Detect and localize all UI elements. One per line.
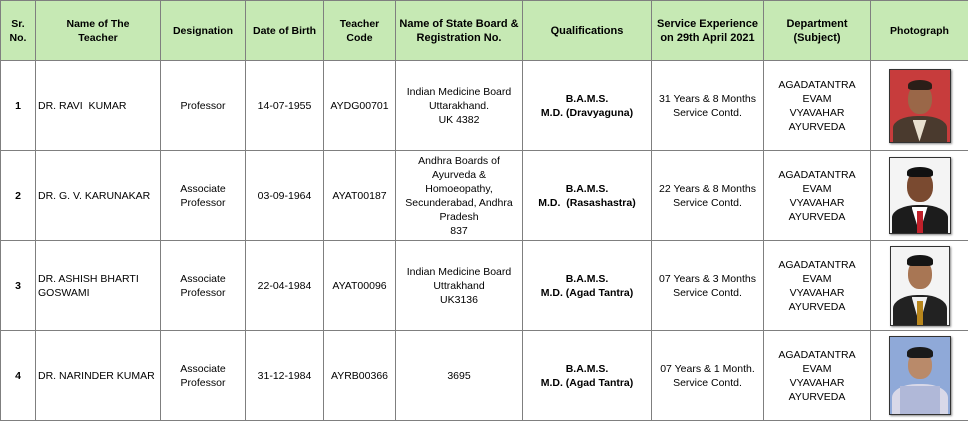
name-line1: DR. G. V. KARUNAKAR: [38, 189, 158, 203]
portrait-photo-icon: [889, 157, 951, 234]
designation-line1: Professor: [163, 99, 243, 113]
cell-teacher-code: AYRB00366: [324, 331, 396, 421]
dept-line: VYAVAHAR: [766, 376, 868, 390]
board-line: UK3136: [398, 293, 520, 307]
service-line2: Service Contd.: [654, 196, 761, 210]
cell-photograph: [871, 331, 968, 421]
dept-line: AGADATANTRA: [766, 168, 868, 182]
qualification-line2: M.D. (Agad Tantra): [525, 376, 649, 390]
header-dept-line1: Department: [766, 17, 868, 31]
cell-qualifications: [523, 331, 652, 421]
board-line: Pradesh: [398, 210, 520, 224]
header-board: [396, 1, 523, 61]
header-department: [764, 1, 871, 61]
cell-dob: 03-09-1964: [246, 151, 324, 241]
designation-line2: Professor: [163, 286, 243, 300]
qualification-line1: B.A.M.S.: [525, 182, 649, 196]
cell-designation: [161, 61, 246, 151]
dept-line: EVAM: [766, 182, 868, 196]
dept-line: VYAVAHAR: [766, 106, 868, 120]
header-service: [652, 1, 764, 61]
table-row: [1, 61, 968, 151]
header-sr-no: Sr. No.: [1, 1, 36, 61]
cell-designation: [161, 151, 246, 241]
cell-qualifications: [523, 61, 652, 151]
board-line: UK 4382: [398, 113, 520, 127]
board-line: Indian Medicine Board: [398, 85, 520, 99]
portrait-photo-icon: [890, 246, 950, 326]
qualification-line2: M.D. (Agad Tantra): [525, 286, 649, 300]
dept-line: AGADATANTRA: [766, 258, 868, 272]
designation-line2: Professor: [163, 376, 243, 390]
service-line1: 07 Years & 1 Month.: [654, 362, 761, 376]
dept-line: AGADATANTRA: [766, 348, 868, 362]
board-line: 3695: [398, 369, 520, 383]
cell-teacher-code: AYAT00096: [324, 241, 396, 331]
cell-name: [36, 241, 161, 331]
dept-line: EVAM: [766, 92, 868, 106]
qualification-line1: B.A.M.S.: [525, 92, 649, 106]
board-line: Andhra Boards of: [398, 154, 520, 168]
designation-line1: Associate: [163, 362, 243, 376]
cell-name: [36, 331, 161, 421]
board-line: 837: [398, 224, 520, 238]
service-line2: Service Contd.: [654, 106, 761, 120]
cell-designation: [161, 241, 246, 331]
cell-dob: 22-04-1984: [246, 241, 324, 331]
qualification-line2: M.D. (Dravyaguna): [525, 106, 649, 120]
service-line1: 31 Years & 8 Months: [654, 92, 761, 106]
service-line2: Service Contd.: [654, 286, 761, 300]
header-photograph: Photograph: [871, 1, 968, 61]
header-service-line1: Service Experience: [654, 17, 761, 31]
header-teacher-code: Teacher Code: [324, 1, 396, 61]
cell-sr: 1: [1, 61, 36, 151]
cell-qualifications: [523, 241, 652, 331]
header-board-line1: Name of State Board &: [398, 17, 520, 31]
cell-sr: 3: [1, 241, 36, 331]
portrait-photo-icon: [889, 336, 951, 415]
cell-department: [764, 331, 871, 421]
dept-line: EVAM: [766, 362, 868, 376]
cell-dob: 14-07-1955: [246, 61, 324, 151]
header-name: [36, 1, 161, 61]
portrait-photo-icon: [889, 69, 951, 143]
header-qualifications: Qualifications: [523, 1, 652, 61]
cell-photograph: [871, 61, 968, 151]
cell-qualifications: [523, 151, 652, 241]
cell-designation: [161, 331, 246, 421]
service-line2: Service Contd.: [654, 376, 761, 390]
name-line1: DR. ASHISH BHARTI: [38, 272, 158, 286]
qualification-line2: M.D. (Rasashastra): [525, 196, 649, 210]
dept-line: AYURVEDA: [766, 390, 868, 404]
header-service-line2: on 29th April 2021: [654, 31, 761, 45]
service-line1: 22 Years & 8 Months: [654, 182, 761, 196]
dept-line: AGADATANTRA: [766, 78, 868, 92]
service-line1: 07 Years & 3 Months: [654, 272, 761, 286]
cell-service: [652, 331, 764, 421]
dept-line: EVAM: [766, 272, 868, 286]
dept-line: VYAVAHAR: [766, 286, 868, 300]
header-designation: Designation: [161, 1, 246, 61]
dept-line: AYURVEDA: [766, 300, 868, 314]
cell-department: [764, 241, 871, 331]
cell-sr: 2: [1, 151, 36, 241]
table-row: [1, 331, 968, 421]
header-dob: Date of Birth: [246, 1, 324, 61]
cell-name: [36, 61, 161, 151]
table-row: [1, 241, 968, 331]
qualification-line1: B.A.M.S.: [525, 362, 649, 376]
cell-dob: 31-12-1984: [246, 331, 324, 421]
header-row: [1, 1, 968, 61]
cell-teacher-code: AYAT00187: [324, 151, 396, 241]
name-line1: DR. NARINDER KUMAR: [38, 369, 158, 383]
cell-board: [396, 241, 523, 331]
designation-line1: Associate: [163, 182, 243, 196]
cell-department: [764, 61, 871, 151]
cell-service: [652, 151, 764, 241]
designation-line2: Professor: [163, 196, 243, 210]
board-line: Uttarakhand.: [398, 99, 520, 113]
name-line1: DR. RAVI KUMAR: [38, 99, 158, 113]
board-line: Ayurveda &: [398, 168, 520, 182]
header-name-line2: Teacher: [38, 31, 158, 45]
board-line: Indian Medicine Board: [398, 265, 520, 279]
header-board-line2: Registration No.: [398, 31, 520, 45]
cell-service: [652, 61, 764, 151]
board-line: Secunderabad, Andhra: [398, 196, 520, 210]
cell-department: [764, 151, 871, 241]
dept-line: AYURVEDA: [766, 120, 868, 134]
name-line2: GOSWAMI: [38, 286, 158, 300]
header-name-line1: Name of The: [38, 17, 158, 31]
qualification-line1: B.A.M.S.: [525, 272, 649, 286]
board-line: Homoeopathy,: [398, 182, 520, 196]
cell-board: [396, 331, 523, 421]
table-row: [1, 151, 968, 241]
board-line: Uttrakhand: [398, 279, 520, 293]
cell-board: [396, 61, 523, 151]
cell-photograph: [871, 151, 968, 241]
cell-name: [36, 151, 161, 241]
cell-sr: 4: [1, 331, 36, 421]
designation-line1: Associate: [163, 272, 243, 286]
header-dept-line2: (Subject): [766, 31, 868, 45]
cell-teacher-code: AYDG00701: [324, 61, 396, 151]
cell-service: [652, 241, 764, 331]
cell-board: [396, 151, 523, 241]
cell-photograph: [871, 241, 968, 331]
dept-line: AYURVEDA: [766, 210, 868, 224]
dept-line: VYAVAHAR: [766, 196, 868, 210]
